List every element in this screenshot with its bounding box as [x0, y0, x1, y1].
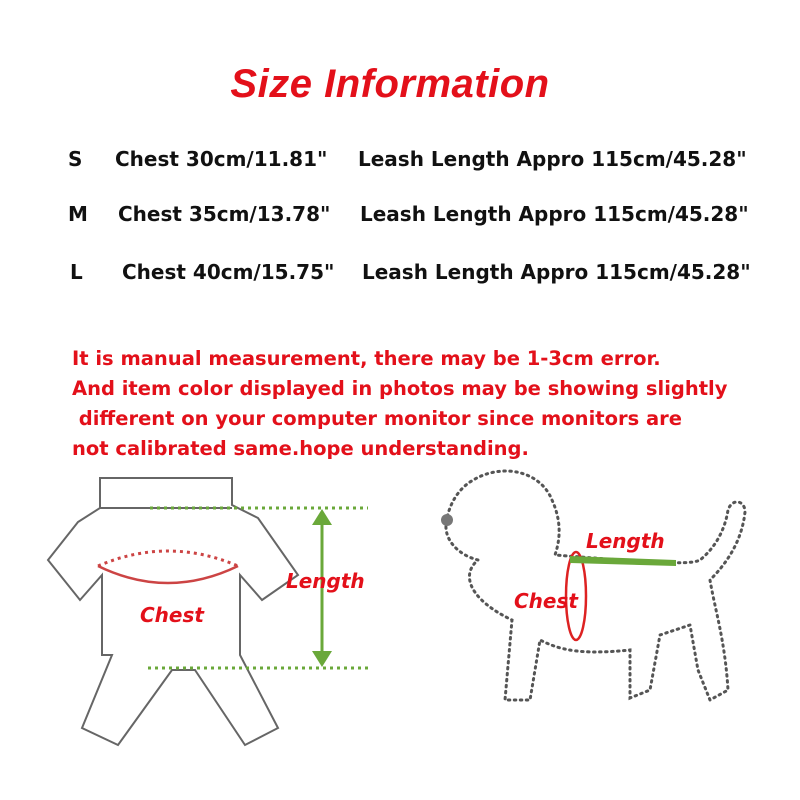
size-row-m [0, 202, 800, 232]
notice-line: not calibrated same.hope understanding. [72, 437, 529, 460]
measurement-notice [72, 344, 792, 464]
dog-outline [446, 471, 745, 700]
arrow-up-icon [312, 509, 332, 525]
chest-measurement: Chest 35cm/13.78" [118, 202, 331, 226]
size-code: L [70, 260, 83, 284]
shirt-chest-back-line [98, 551, 238, 566]
chest-measurement: Chest 30cm/11.81" [115, 147, 328, 171]
dog-length-label: Length [586, 529, 665, 553]
size-row-s [0, 147, 800, 177]
size-code: S [68, 147, 83, 171]
size-code: M [68, 202, 88, 226]
dog-diagram [441, 471, 745, 700]
shirt-chest-label: Chest [140, 603, 204, 627]
size-row-l [0, 260, 800, 290]
dog-back-line [570, 556, 676, 566]
leash-measurement: Leash Length Appro 115cm/45.28" [358, 147, 747, 171]
shirt-length-label: Length [286, 569, 365, 593]
measurement-diagrams [0, 460, 800, 800]
shirt-chest-line [98, 566, 238, 583]
arrow-down-icon [312, 651, 332, 667]
leash-measurement: Leash Length Appro 115cm/45.28" [360, 202, 749, 226]
shirt-diagram [48, 478, 368, 745]
notice-line: different on your computer monitor since monitors are [72, 407, 682, 430]
chest-measurement: Chest 40cm/15.75" [122, 260, 335, 284]
leash-measurement: Leash Length Appro 115cm/45.28" [362, 260, 751, 284]
page-title: Size Information [230, 62, 550, 106]
notice-line: And item color displayed in photos may be showing slightly [72, 377, 728, 400]
notice-line: It is manual measurement, there may be 1-3cm error. [72, 347, 661, 370]
dog-chest-label: Chest [514, 589, 578, 613]
dog-nose-icon [441, 514, 453, 526]
